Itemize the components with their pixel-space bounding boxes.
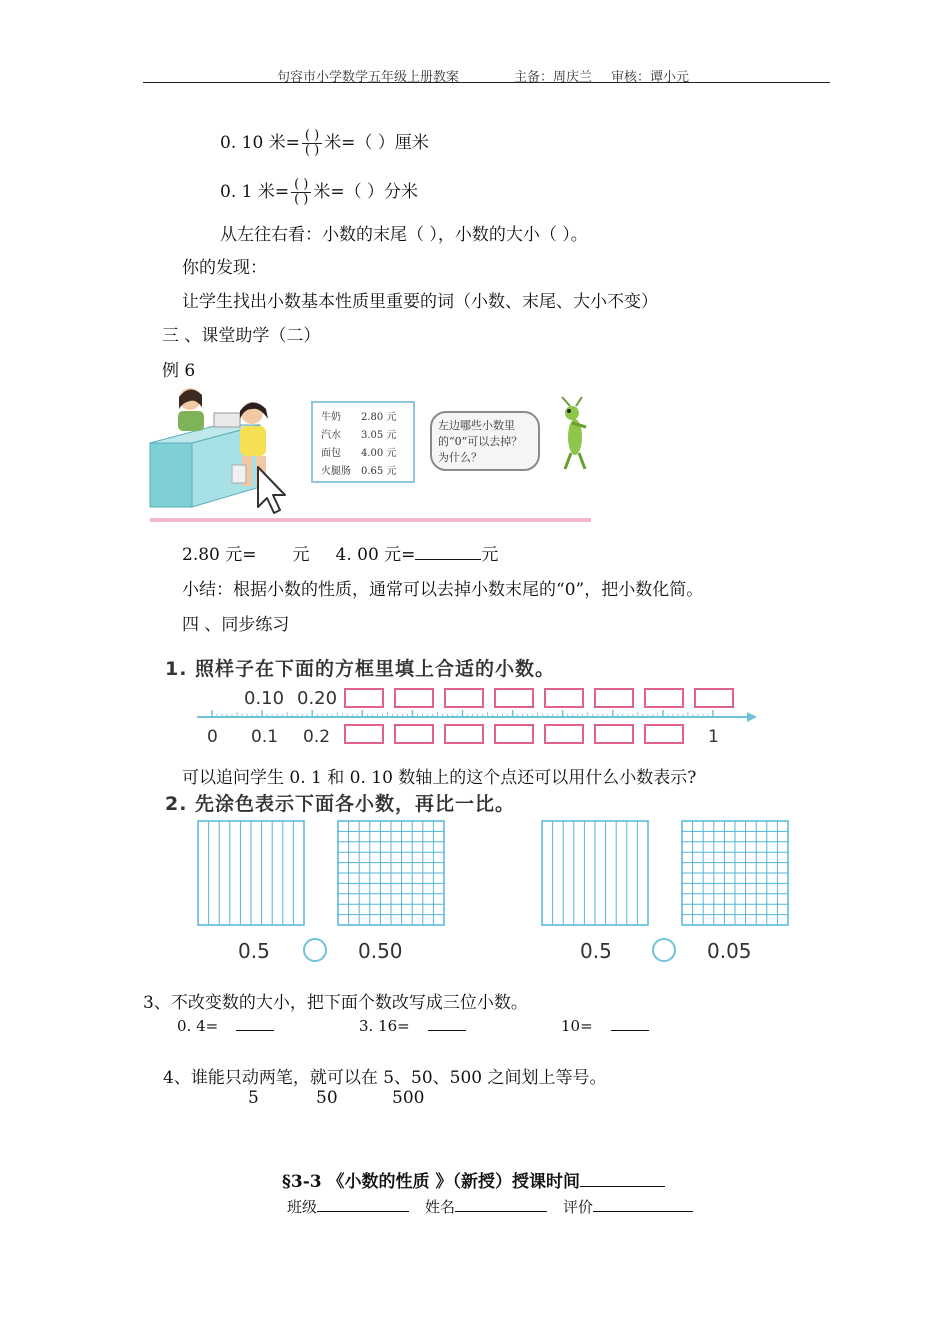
fraction-2-denominator: ( ) <box>294 192 309 207</box>
price-row <box>313 427 413 445</box>
axis-label: 0.2 <box>303 727 331 747</box>
fraction-line-2 <box>220 177 418 207</box>
compare-right-value: 0.50 <box>358 939 403 963</box>
lesson-title: §3-3 《小数的性质 》（新授）授课时间 <box>282 1172 580 1192</box>
summary-text: 小结：根据小数的性质，通常可以去掉小数末尾的“0”，把小数化简。 <box>182 580 704 600</box>
exercise-2-title: 2. 先涂色表示下面各小数，再比一比。 <box>165 793 516 815</box>
price-card <box>311 401 415 483</box>
evaluation-label: 评价 <box>563 1198 594 1216</box>
fraction-line-1 <box>220 128 429 158</box>
name-blank[interactable] <box>455 1197 547 1212</box>
compare-circle[interactable] <box>652 938 676 962</box>
price-item: 牛奶 <box>321 412 341 423</box>
compare-left-value: 0.5 <box>580 939 612 963</box>
answer-box[interactable] <box>544 688 584 708</box>
fraction-line-1-tail: 米=（ ）厘米 <box>324 133 429 153</box>
header-reviewer: 审核：谭小元 <box>611 70 690 85</box>
answer-box[interactable] <box>344 724 384 744</box>
answer-box[interactable] <box>594 688 634 708</box>
axis-end-label: 1 <box>708 727 719 747</box>
section-3-heading: 三 、课堂助学（二） <box>162 326 321 346</box>
fraction-1-denominator: ( ) <box>304 143 320 158</box>
fraction-1 <box>302 129 322 158</box>
price-value: 3.05 元 <box>361 430 397 441</box>
axis-label: 0 <box>207 727 218 747</box>
answer-box[interactable] <box>544 724 584 744</box>
answer-box[interactable] <box>344 688 384 708</box>
evaluation-blank[interactable] <box>593 1197 693 1212</box>
exercise-1-top-label: 0.10 <box>244 688 285 709</box>
student-info-line <box>287 1196 693 1217</box>
exercise-3-item-label: 0. 4= <box>177 1017 219 1035</box>
exercise-3-item-label: 10= <box>561 1017 593 1035</box>
exercise-3-item-label: 3. 16= <box>359 1017 410 1035</box>
fraction-1-numerator: ( ) <box>302 129 322 144</box>
exercise-3-item <box>561 1016 649 1035</box>
price-row <box>313 445 413 463</box>
exercise-4-number: 5 <box>248 1088 259 1108</box>
exercise-3-item <box>177 1016 274 1035</box>
answer-box[interactable] <box>644 724 684 744</box>
exercise-3-blank[interactable] <box>236 1016 274 1031</box>
class-blank[interactable] <box>317 1197 409 1212</box>
exercise-4-number: 500 <box>392 1088 425 1108</box>
fraction-2-numerator: ( ) <box>291 178 311 193</box>
answer-b-unit: 元 <box>481 545 499 565</box>
answer-box[interactable] <box>494 724 534 744</box>
answer-box[interactable] <box>444 724 484 744</box>
price-item: 汽水 <box>321 430 341 441</box>
answer-box[interactable] <box>444 688 484 708</box>
fraction-line-2-tail: 米=（ ）分米 <box>313 182 419 202</box>
axis-label: 0.1 <box>251 727 279 747</box>
answer-b-blank[interactable] <box>415 543 481 560</box>
compare-right-value: 0.05 <box>707 939 752 963</box>
answer-box[interactable] <box>594 724 634 744</box>
lesson-title-line <box>282 1167 665 1192</box>
example-6-label: 例 6 <box>162 361 196 381</box>
exercise-3-blank[interactable] <box>428 1016 466 1031</box>
fraction-2 <box>291 178 311 207</box>
price-item: 火腿肠 <box>321 466 351 477</box>
price-value: 0.65 元 <box>361 466 397 477</box>
header-rule <box>143 82 830 83</box>
answer-a-unit: 元 <box>292 545 310 565</box>
compare-left-value: 0.5 <box>238 939 270 963</box>
grid-figures <box>195 818 795 930</box>
speech-bubble: 左边哪些小数里的“0”可以去掉？为什么？ <box>430 411 540 471</box>
answer-box[interactable] <box>394 688 434 708</box>
answer-a-label: 2.80 元= <box>182 545 257 565</box>
exercise-3-blank[interactable] <box>611 1016 649 1031</box>
header-title: 句容市小学数学五年级上册教案 <box>277 70 460 85</box>
exercise-1-title: 1. 照样子在下面的方框里填上合适的小数。 <box>165 658 556 680</box>
lesson-time-blank[interactable] <box>580 1170 665 1187</box>
price-row <box>313 409 413 427</box>
price-value: 2.80 元 <box>361 412 397 423</box>
exercise-4-title: 4、谁能只动两笔，就可以在 5、50、500 之间划上等号。 <box>163 1068 607 1088</box>
price-item: 面包 <box>321 448 341 459</box>
answer-b-label: 4. 00 元= <box>335 545 416 565</box>
exercise-4-number: 50 <box>316 1088 338 1108</box>
name-label: 姓名 <box>425 1198 456 1216</box>
left-right-line: 从左往右看：小数的末尾（ ），小数的大小（ ）。 <box>220 225 588 245</box>
class-label: 班级 <box>287 1198 318 1216</box>
answer-box[interactable] <box>394 724 434 744</box>
answer-line <box>182 540 498 565</box>
exercise-3-item <box>359 1016 466 1035</box>
fraction-line-1-lead: 0. 10 米= <box>220 133 300 153</box>
followup-question: 可以追问学生 0. 1 和 0. 10 数轴上的这个点还可以用什么小数表示? <box>182 768 697 788</box>
fraction-line-2-lead: 0. 1 米= <box>220 182 290 202</box>
answer-box[interactable] <box>644 688 684 708</box>
exercise-3-title: 3、不改变数的大小，把下面个数改写成三位小数。 <box>143 993 528 1013</box>
header-chief: 主备：周庆兰 <box>514 70 593 85</box>
price-row <box>313 463 413 481</box>
compare-circle[interactable] <box>303 938 327 962</box>
discovery-label: 你的发现： <box>182 258 267 278</box>
price-value: 4.00 元 <box>361 448 397 459</box>
exercise-1-top-label: 0.20 <box>297 688 338 709</box>
answer-box[interactable] <box>694 688 734 708</box>
section-4-heading: 四 、同步练习 <box>182 615 290 635</box>
answer-box[interactable] <box>494 688 534 708</box>
keywords-line: 让学生找出小数基本性质里重要的词（小数、末尾、大小不变） <box>182 292 658 312</box>
